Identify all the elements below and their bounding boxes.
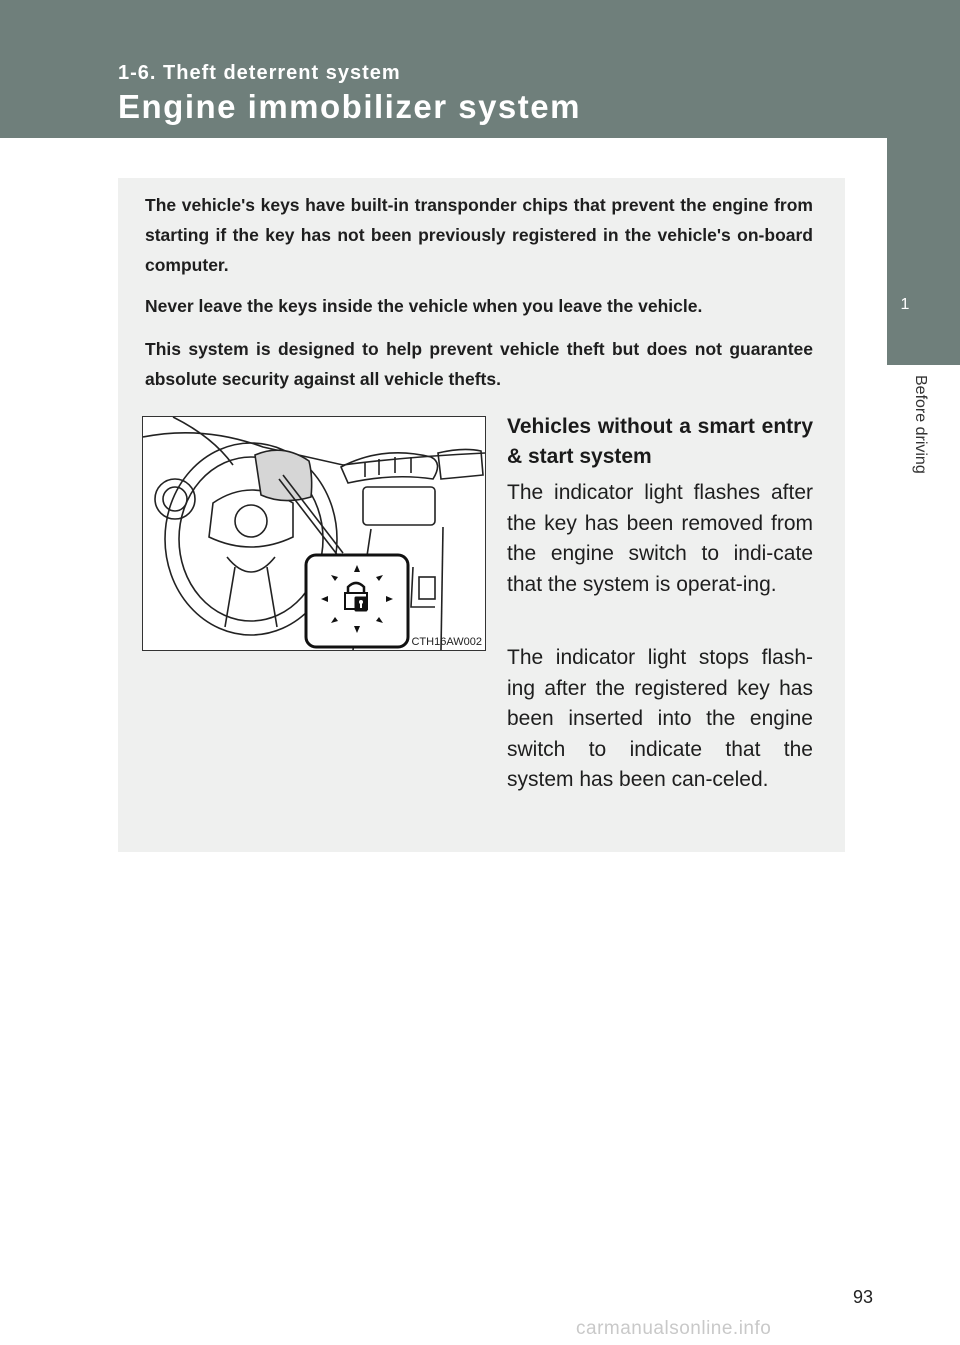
watermark: carmanualsonline.info [576,1318,772,1339]
body-paragraph-2: The indicator light stops flash-ing after the registered key has been inserted into the engine switch to indicate that the system has been can-celed. [507,646,813,791]
dashboard-illustration [142,416,486,651]
dashboard-drawing [143,417,485,650]
subsection-heading: Vehicles without a smart entry & start system [507,415,813,468]
illustration-code: CTH16AW002 [411,636,482,648]
chapter-label: Before driving [912,375,929,474]
section-label: 1-6. Theft deterrent system [118,62,401,84]
intro-paragraph-3: This system is designed to help prevent vehicle theft but does not guarantee absolute security against all vehicle thefts. [145,339,813,389]
page-title: Engine immobilizer system [118,88,581,125]
chapter-tab [887,138,960,365]
chapter-number: 1 [900,296,910,313]
body-paragraph-1: The indicator light flashes after the key has been removed from the engine switch to indi-cate that the system is operat-ing. [507,481,813,596]
intro-paragraph-1: The vehicle's keys have built-in transponder chips that prevent the engine from starting if the key has not been previously registered in the vehicle's on-board computer. [145,195,813,275]
page-number: 93 [853,1287,874,1307]
intro-paragraph-2: Never leave the keys inside the vehicle when you leave the vehicle. [145,296,703,316]
